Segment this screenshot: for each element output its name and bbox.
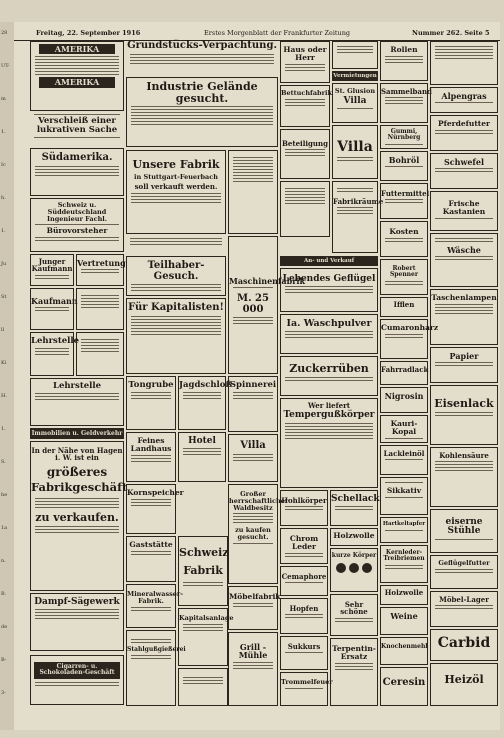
ad-tempergusskoerper-title: Tempergußkörper	[283, 410, 375, 421]
ad-gaststaette	[126, 536, 176, 582]
ad-betrag: M. 25 000	[237, 293, 269, 315]
ad-moebel-lager-title: Möbel-Lager	[439, 595, 489, 604]
ad-eiserne-stuehle-title: eiserne Stühle	[445, 517, 483, 537]
ad-waesche	[430, 233, 498, 287]
ad-zuckerrueben	[280, 356, 378, 396]
ad-gefluegelfutter-title: Geflügelfutter	[438, 559, 490, 567]
ad-alpengras-title: Alpengras	[441, 91, 487, 101]
header-date: Freitag, 22. September 1916	[36, 29, 141, 37]
ad-beteiligung	[280, 129, 330, 179]
ad-industrie	[126, 77, 278, 147]
ad-waesche-title: Wäsche	[447, 245, 481, 255]
edge-mark: 3-	[1, 690, 6, 696]
ad-cumaronharz	[380, 319, 439, 359]
ad-lackleinoel	[380, 445, 428, 475]
ad-villa2-title: Villa	[343, 95, 367, 106]
ad-waldbesitz	[228, 484, 289, 584]
ad-feines-landhaus	[126, 432, 176, 482]
edge-mark: B.	[1, 591, 7, 597]
ad-stahlguss	[126, 630, 186, 706]
edge-mark: B-	[1, 657, 7, 663]
ad-hopfen-title: Hopfen	[289, 604, 319, 613]
edge-mark: 28	[1, 30, 8, 36]
ad-maschinenfabrik-title: Maschinenfabrik	[229, 276, 306, 286]
ad-moebelfabrik	[228, 586, 281, 630]
ad-schweiz-fabrik	[178, 536, 228, 606]
ad-misc-3	[178, 668, 228, 706]
ad-vertretung-title: Vertretung	[77, 258, 126, 268]
edge-mark: Ic	[1, 162, 6, 168]
ad-kornspeicher	[126, 484, 184, 534]
edge-mark: m	[1, 96, 6, 102]
ad-buerovorsteher: Bürovorsteher	[46, 226, 108, 236]
ad-bohrol-title: Bohröl	[388, 155, 420, 165]
ad-hohlkoerper	[280, 490, 328, 526]
ad-waschpulver	[280, 314, 378, 354]
ad-groesseres: größeres	[46, 464, 108, 479]
ad-holzwolle	[330, 528, 378, 546]
ad-knochenmehl	[380, 637, 428, 665]
edge-mark: 1.	[1, 129, 6, 135]
edge-mark: he	[1, 492, 8, 498]
ad-villa3	[332, 125, 378, 179]
edge-mark: Ki	[1, 360, 7, 366]
ad-trommelfeuer-title: Trommelfeuer	[281, 678, 333, 686]
ad-gaststaette-title: Gaststätte	[129, 540, 173, 549]
edge-mark: St	[1, 294, 7, 300]
ad-eisenlack	[430, 385, 498, 445]
ad-cumaronharz-title: Cumaronharz	[381, 323, 439, 332]
ad-vertretung	[76, 254, 124, 286]
ad-rollen	[380, 41, 428, 81]
ad-zuckerrueben-title: Zuckerrüben	[289, 362, 369, 375]
section-immobilien-title: Immobilien u. Geldverkehr	[31, 430, 123, 437]
ad-fabrikgeschaeft	[30, 441, 128, 591]
ad-fabrik-title: Fabrik	[183, 563, 223, 577]
ad-nigrosin-title: Nigrosin	[384, 391, 424, 401]
ad-schweiz-ingenieur-title: Schweiz u. Süddeutschland Ingenieur Fachl.	[46, 201, 108, 223]
ad-verschleiss	[30, 112, 124, 146]
edge-mark: 1.	[1, 228, 6, 234]
ad-leder	[280, 528, 328, 564]
ad-heizel	[430, 663, 498, 706]
ad-schweiz-title: Schweiz	[179, 546, 229, 559]
ad-misc-1	[76, 288, 124, 330]
ad-junger-kaufmann	[30, 254, 74, 286]
ad-grill-title: Grill - Mühle	[238, 642, 268, 661]
ad-spinnerei	[228, 376, 278, 432]
ad-mineralwasser	[126, 584, 184, 628]
ad-st-gluesen	[332, 83, 378, 123]
ad-holzwolle2	[380, 585, 428, 605]
ad-cemaphore-title: Cemaphore	[281, 572, 327, 581]
ad-holzwolle-title: Holzwolle	[333, 531, 375, 540]
ad-robert-spenner-title: Robert Spenner	[389, 265, 419, 279]
ad-bohrol	[380, 151, 428, 181]
ad-st-gluesen-title: St. Glusion	[334, 87, 376, 95]
section-an-verkauf	[280, 256, 378, 266]
ad-grundstuecks-title: Grundstücks-Verpachtung.	[127, 40, 277, 51]
ad-suedamerika-title: Südamerika.	[41, 152, 113, 163]
ad-robert-spenner	[380, 259, 428, 295]
ad-verschleiss-title: Verschleiß einer lukrativen Sache	[36, 116, 118, 135]
ad-jagdschloss	[178, 376, 232, 430]
ad-eisenlack-title: Eisenlack	[434, 397, 494, 410]
ad-gefluegel	[280, 268, 378, 312]
edge-mark: ll	[1, 327, 5, 333]
ad-column7-top	[430, 41, 498, 85]
ad-teilhaber	[126, 256, 226, 296]
ad-kaufgesuch	[126, 236, 226, 254]
ad-weine-title: Weine	[390, 611, 418, 621]
ad-waldbesitz-title: Großer herrschaftlicher Waldbesitz	[229, 490, 289, 512]
edge-mark: H.	[1, 393, 7, 399]
ad-ifflen-title: Ifflen	[393, 300, 415, 309]
ad-schellack	[330, 490, 378, 526]
ad-ceresin	[380, 667, 428, 706]
ad-feines-landhaus-title: Feines Landhaus	[130, 436, 172, 453]
ad-kapitalsanlage	[178, 608, 234, 666]
ad-jagdschloss-title: Jagdschloß	[179, 380, 232, 390]
ad-suedamerika	[30, 148, 124, 196]
ad-lehrstelle-title: Lehrstelle	[31, 336, 80, 346]
ad-kohlensaeure	[430, 447, 498, 507]
ad-spinnerei-title: Spinnerei	[229, 380, 277, 390]
ad-fahrradlack	[380, 361, 428, 385]
ad-sukkurs-title: Sukkurs	[287, 642, 321, 651]
ad-kurze-koerper-title: kurze Körper	[331, 552, 377, 559]
ad-mineralwasser-title: Mineralwasser-Fabrik.	[127, 590, 184, 605]
ad-carbid-title: Carbid	[437, 635, 491, 651]
ad-cigarren-title: Cigarren- u. Schokoladen-Geschäft	[34, 662, 120, 679]
ad-kauri-kopal-title: Kauri-Kopal	[390, 419, 418, 436]
edge-mark: UT-	[1, 63, 10, 69]
ad-schweiz-ingenieur	[30, 198, 124, 252]
ad-hotel	[178, 432, 226, 482]
ad-sikkativ-title: Sikkativ	[386, 486, 422, 495]
ad-cemaphore	[280, 566, 328, 596]
ad-rollen-title: Rollen	[390, 45, 418, 54]
ad-gefluegelfutter	[430, 555, 498, 589]
ad-maschinenfabrik	[228, 236, 306, 374]
ad-lehrstelle	[30, 332, 80, 376]
ad-kohlensaeure-title: Kohlensäure	[439, 451, 489, 460]
ad-fabrikgeschaeft-title: Fabrikgeschäft	[31, 480, 128, 495]
ad-grundstuecks	[126, 41, 278, 75]
ad-column-misc-1	[228, 150, 278, 234]
ad-moebel-lager	[430, 591, 498, 627]
ad-bettuch-title: Bettuchfabrik	[281, 89, 332, 97]
edge-mark: S.	[1, 459, 6, 465]
ad-leder-title: Chrom Leder	[289, 534, 319, 551]
ad-kaufmann-title: Kaufmann	[31, 296, 78, 306]
circle-icon	[349, 563, 359, 573]
ad-hotel-title: Hotel	[188, 436, 216, 446]
ad-frische-kastanien-title: Frische Kastanien	[442, 199, 486, 216]
ad-lehrstelle-2-title: Lehrstelle	[52, 381, 102, 391]
page-header	[14, 26, 500, 41]
ad-hopfen	[280, 598, 328, 634]
ad-dampf-title: Dampf-Sägewerk	[34, 597, 120, 607]
edge-mark: 1.	[1, 426, 6, 432]
ad-schwefel	[430, 153, 498, 189]
ad-hartkelt	[380, 517, 428, 543]
ad-kosten-title: Kosten	[389, 227, 419, 236]
ad-tempergusskoerper	[280, 398, 378, 488]
ad-haus-oder-herr-title: Haus oder Herr	[283, 45, 327, 62]
ad-column4-misc	[280, 181, 330, 237]
ad-zu-verkaufen: zu verkaufen.	[35, 511, 119, 525]
ad-waschpulver-title: Ia. Waschpulver	[286, 318, 372, 329]
ad-heizel-title: Heizöl	[444, 673, 484, 686]
ad-column5-top	[332, 41, 378, 69]
ad-sammelband-title: Sammelband	[381, 87, 432, 96]
ad-alpengras	[430, 87, 498, 113]
ad-soll-verkauft: soll verkauft werden.	[134, 182, 218, 192]
ad-ifflen	[380, 297, 428, 317]
ad-sehr-schoene-title: Sehr schöne	[340, 600, 368, 617]
ad-trommelfeuer	[280, 672, 333, 706]
ad-ceresin-title: Ceresin	[382, 677, 426, 688]
ad-schellack-title: Schellack	[331, 494, 380, 504]
ad-hohlkoerper-title: Hohlkörper	[281, 496, 327, 505]
ad-cigarren	[30, 655, 124, 705]
ad-gummi-title: Gummi, Nürnberg	[387, 128, 421, 142]
ad-kapitalsanlage-title: Kapitalsanlage	[179, 614, 234, 622]
header-paper: Erstes Morgenblatt der Frankfurter Zeitung	[204, 29, 351, 37]
ad-bettuch	[280, 85, 330, 127]
section-vermietungen	[332, 71, 378, 81]
ad-holzwolle2-title: Holzwolle	[384, 588, 424, 597]
ad-amerika-title: AMERIKA	[39, 44, 115, 54]
ad-schwefel-title: Schwefel	[443, 157, 484, 167]
ad-pferdefutter	[430, 115, 498, 151]
edge-mark: 1a	[1, 525, 8, 531]
ad-zu-kaufen: zu kaufen gesucht.	[235, 526, 271, 542]
edge-mark: de	[1, 624, 8, 630]
ad-hartkelt-title: Hartkeltapfer	[382, 521, 426, 527]
ad-misc-2	[76, 332, 124, 376]
ad-papier	[430, 347, 498, 383]
ad-junger-kaufmann-title: Junger Kaufmann	[31, 257, 73, 274]
edge-mark: n.	[1, 558, 6, 564]
ad-kornspeicher-title: Kornspeicher	[127, 488, 184, 497]
ad-kosten	[380, 221, 428, 257]
ad-knochenmehl-title: Knochenmehl	[381, 643, 428, 650]
ad-fabrikraeume-box	[332, 181, 384, 253]
ad-kaufmann	[30, 288, 78, 330]
ad-fahrradlack-title: Fahrradlack	[381, 365, 429, 374]
ad-tongrube	[126, 376, 176, 430]
ad-sehr-schoene	[330, 594, 378, 636]
ad-amerika	[30, 41, 124, 111]
ad-carbid	[430, 629, 498, 661]
ad-villa3-title: Villa	[337, 139, 373, 155]
ad-villa	[228, 434, 278, 482]
ad-futtermittel	[380, 183, 428, 219]
ad-villa-title: Villa	[240, 440, 266, 451]
ad-futtermittel-title: Futtermittel	[381, 189, 430, 198]
header-number: Nummer 262. Seite 5	[412, 29, 490, 37]
ad-frische-kastanien	[430, 191, 498, 231]
ad-sammelband	[380, 83, 432, 123]
ad-sikkativ	[380, 477, 428, 515]
ad-unsere-fabrik	[126, 150, 226, 234]
section-an-verkauf-title: An- und Verkauf	[303, 258, 355, 264]
ad-naehe: In der Nähe von Hagen i. W. ist ein	[31, 446, 123, 463]
ad-kernleder	[380, 545, 428, 583]
ad-papier-title: Papier	[449, 351, 479, 361]
ad-haus-oder-herr	[280, 41, 330, 83]
circle-icon	[362, 563, 372, 573]
edge-mark: h.	[1, 195, 6, 201]
ad-terpentin	[330, 638, 378, 706]
ad-sukkurs	[280, 636, 328, 670]
ad-tongrube-title: Tongrube	[128, 380, 174, 390]
ad-kapitalisten-title: Für Kapitalisten!	[128, 302, 224, 313]
section-vermietungen-title: Vermietungen	[333, 73, 377, 79]
ad-nigrosin	[380, 387, 428, 413]
ad-grill-muehle	[228, 632, 278, 706]
left-page-edge	[0, 22, 14, 730]
ad-circles	[331, 563, 377, 573]
ad-eiserne-stuehle	[430, 509, 498, 553]
ad-gefluegel-title: Lebendes Geflügel	[282, 274, 376, 284]
ad-industrie-title: Industrie Gelände gesucht.	[146, 80, 258, 105]
ad-teilhaber-title: Teilhaber-Gesuch.	[147, 260, 205, 282]
ad-dampf-saegewerk	[30, 593, 124, 651]
section-immobilien	[30, 428, 124, 439]
ad-kernleder-title: Kernleder-Treibriemen	[383, 549, 425, 563]
ad-kauri-kopal	[380, 415, 428, 443]
ad-gummi	[380, 125, 428, 149]
ad-kurze-koerper	[330, 548, 378, 592]
ad-taschenlampen-title: Taschenlampen	[431, 293, 497, 302]
edge-mark: Ju	[1, 261, 7, 267]
ad-unsere-fabrik-title: Unsere Fabrik	[132, 158, 220, 171]
ad-fabrikraeume-title: Fabrikräume	[333, 197, 384, 206]
ad-beteiligung-title: Beteiligung	[281, 139, 328, 148]
ad-pferdefutter-title: Pferdefutter	[438, 119, 490, 128]
ad-taschenlampen	[430, 289, 498, 345]
ad-lehrstelle-2	[30, 378, 124, 426]
circle-icon	[336, 563, 346, 573]
ad-terpentin-title: Terpentin-Ersatz	[332, 644, 376, 661]
ad-wer-liefert: Wer liefert	[307, 401, 351, 410]
ad-stuttgart: in Stuttgart-Feuerbach	[134, 172, 218, 181]
ad-weine	[380, 607, 428, 635]
ad-amerika-bottom: AMERIKA	[39, 77, 115, 87]
ad-lackleinoel-title: Lackleinöl	[383, 449, 425, 458]
ad-kapitalisten	[126, 298, 226, 374]
ad-moebelfabrik-title: Möbelfabrik	[229, 592, 281, 601]
ad-stahlguss-title: Stahlgußgießerei	[127, 646, 186, 653]
